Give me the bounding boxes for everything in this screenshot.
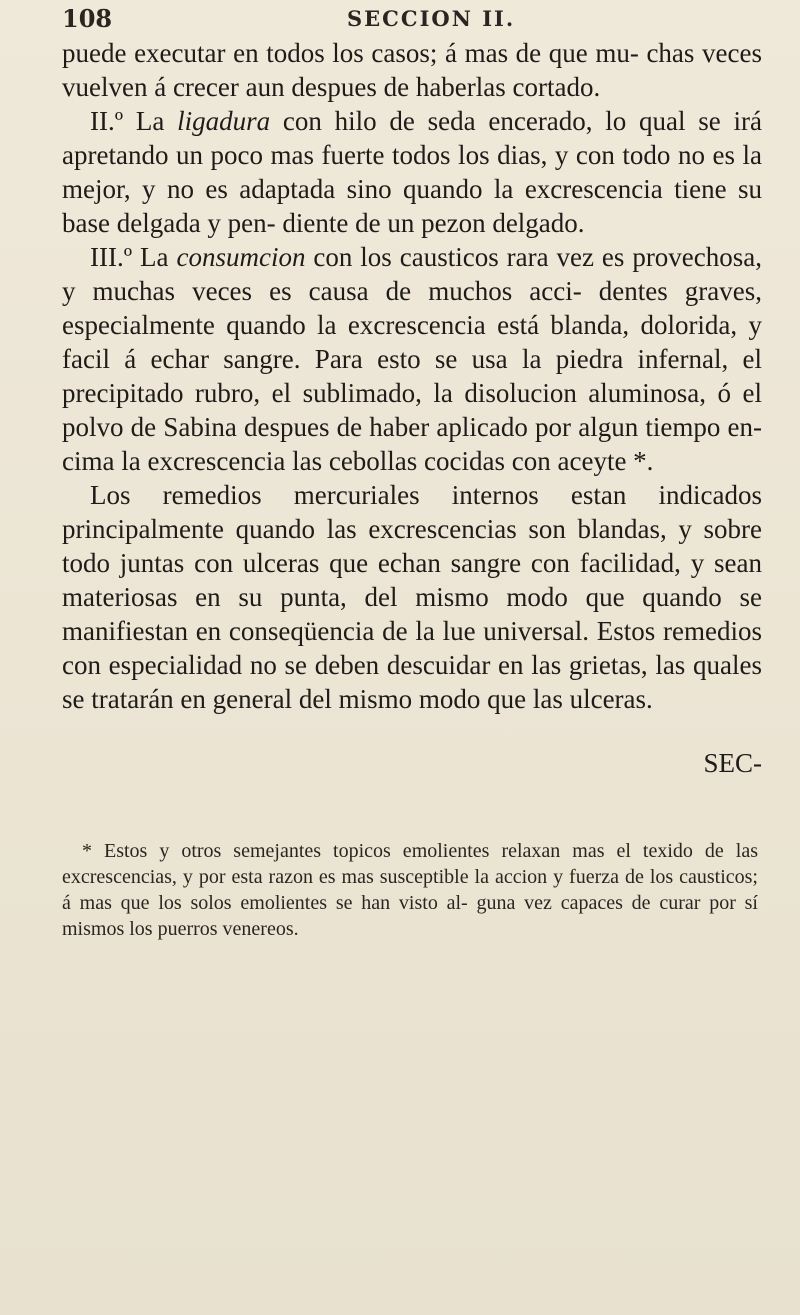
article-word: La <box>135 106 165 136</box>
footnote: * Estos y otros semejantes topicos emolientes relaxan mas el texido de las excrescencias, y por esta razon es mas susceptible la accion y fuerza de los causticos; á mas que los solos emolientes se han visto al- guna vez capaces de curar por sí mismos los puerros venereos. <box>62 840 758 940</box>
page-number: 108 <box>62 4 113 33</box>
body-text <box>62 36 762 716</box>
catchword: SEC- <box>703 748 762 778</box>
paragraph-text: puede executar en todos los casos; á mas de que mu- chas veces vuelven á crecer aun despues de haberlas cortado. <box>62 38 762 102</box>
term-consumcion: consumcion <box>176 242 306 272</box>
term-ligadura: ligadura <box>177 106 271 136</box>
article-word: La <box>140 242 169 272</box>
paragraph-text: con hilo de seda encerado, lo qual se irá apretando un poco mas fuerte todos los dias, y con todo no es la mejor, y no es adaptada sino quando la excrescencia tiene su base delgada y pen- diente de un pezon delgado. <box>62 106 763 238</box>
item-number: III.º <box>90 242 133 272</box>
running-head: SECCION II. <box>347 6 516 31</box>
paragraph-text: Los remedios mercuriales internos estan indicados principalmente quando las excrescencias son blandas, y sobre todo juntas con ulceras que echan sangre con facilidad, y sean materiosas en su punta, del mismo modo que quando se manifiestan en conseqüencia de la lue universal. Estos remedios con especialidad no se deben descuidar en las grietas, las quales se tratarán en general del mismo modo que las ulceras. <box>62 480 762 714</box>
paragraph-ligadura <box>62 104 762 240</box>
page-header <box>62 4 742 34</box>
item-number: II.º <box>90 106 124 136</box>
paragraph-remedios <box>62 478 762 716</box>
paragraph-text: con los causticos rara vez es provechosa, y muchas veces es causa de muchos acci- dentes graves, especialmente quando la excrescencia está blanda, dolorida, y facil á echar sangre. Para esto se usa la piedra infernal, el precipitado rubro, el sublimado, la disolucion aluminosa, ó el polvo de Sabina despues de haber aplicado por algun tiempo en- cima la excrescencia las cebollas cocidas con aceyte *. <box>62 242 763 476</box>
paragraph-continuation <box>62 36 762 104</box>
paragraph-consumcion <box>62 240 762 478</box>
